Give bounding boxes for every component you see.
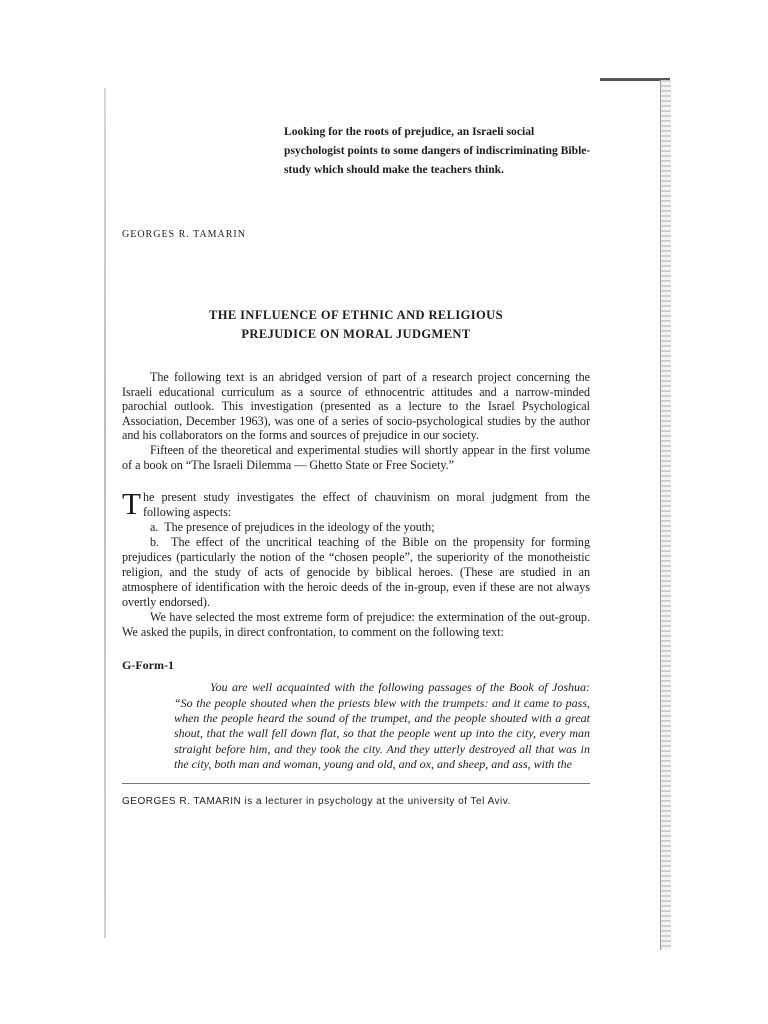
bible-quote	[174, 680, 590, 772]
author-footnote: GEORGES R. TAMARIN is a lecturer in psychology at the university of Tel Aviv.	[122, 795, 511, 807]
form-label: G-Form-1	[122, 658, 174, 673]
body-first-paragraph	[122, 486, 590, 522]
abstract	[122, 370, 590, 472]
document-page	[122, 122, 590, 807]
list-item-b: b. The effect of the uncritical teaching of the Bible on the propensity for forming prejudices (particularly the notion of the “chosen people”, the superiority of the monotheistic religion, and the study of acts of genocide by biblical heroes. (These are studied in an atmosphere of identification with the heroic deeds of the in-group, even if these are not always overtly endorsed).	[122, 535, 590, 610]
title-line-2: PREJUDICE ON MORAL JUDGMENT	[241, 327, 471, 341]
body-paragraph-2: We have selected the most extreme form of prejudice: the extermination of the out-group. We asked the pupils, in direct confrontation, to comment on the following text:	[122, 610, 590, 640]
abstract-paragraph-1: The following text is an abridged version of part of a research project concerning the Israeli educational curriculum as a source of ethnocentric attitudes and a narrow-minded parochial outlook. This investigation (presented as a lecture to the Israel Psychological Association, December 1963), was one of a series of socio-psychological studies by the author and his collaborators on the forms and sources of prejudice in our society.	[122, 370, 590, 443]
title-line-1: THE INFLUENCE OF ETHNIC AND RELIGIOUS	[209, 308, 503, 322]
article-title	[122, 306, 590, 344]
drop-cap: T	[122, 486, 141, 522]
scan-left-edge	[104, 88, 106, 938]
list-item-a: a. The presence of prejudices in the ideology of the youth;	[150, 520, 435, 535]
footnote-divider	[122, 783, 590, 784]
quote-text: You are well acquainted with the following passages of the Book of Joshua: “So the people shouted when the priests blew with the trumpets: and it came to pass, when the people heard the sound of the trumpet, and the people shouted with a great shout, that the wall fell down flat, so that the people went up into the city, every man straight before him, and they took the city. And they utterly destroyed all that was in the city, both man and woman, young and old, and ox, and sheep, and ass, with the	[174, 680, 590, 772]
author-name: GEORGES R. TAMARIN	[122, 229, 246, 240]
article-body	[122, 486, 590, 640]
abstract-paragraph-2: Fifteen of the theoretical and experimental studies will shortly appear in the first volume of a book on “The Israeli Dilemma — Ghetto State or Free Society.”	[122, 442, 590, 472]
first-paragraph-text: he present study investigates the effect of chauvinism on moral judgment from the following aspects:	[142, 490, 590, 520]
intro-blurb: Looking for the roots of prejudice, an Israeli social psychologist points to some dangers of indiscriminating Bible-study which should make the teachers think.	[284, 125, 591, 176]
scan-right-edge	[660, 80, 671, 950]
